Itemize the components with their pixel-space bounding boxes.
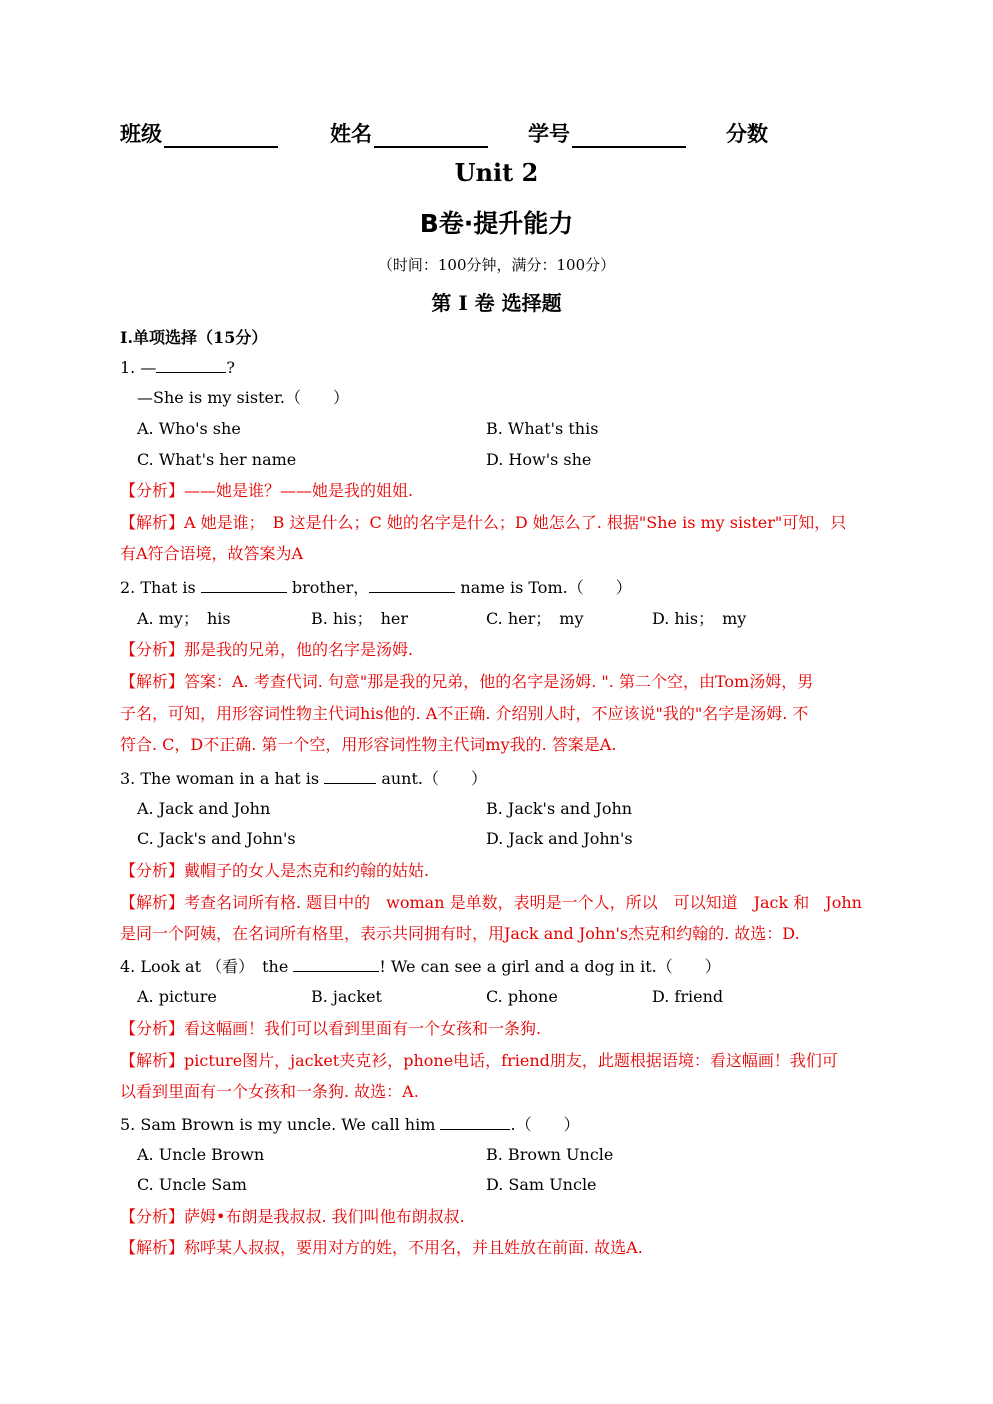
question-4-analysis: 【分析】看这幅画！我们可以看到里面有一个女孩和一条狗. <box>120 1019 542 1038</box>
question-3-option-b: B. Jack's and John <box>486 799 633 818</box>
question-1-text-end: ? <box>226 358 235 377</box>
student-info-header <box>120 118 880 150</box>
question-3-stem <box>120 767 487 790</box>
question-4-explanation-line-1: 【解析】picture图片，jacket夹克衫，phone电话，friend朋友，此题根据语境：看这幅画！我们可 <box>120 1051 838 1070</box>
question-3-explanation-line-1: 【解析】考查名词所有格. 题目中的 woman 是单数，表明是一个人，所以 可以知道 Jack 和 John <box>120 893 862 912</box>
question-3-analysis: 【分析】戴帽子的女人是杰克和约翰的姑姑. <box>120 861 430 880</box>
question-3-text-end: aunt.（ ） <box>381 769 487 788</box>
question-5-stem <box>120 1113 580 1136</box>
question-4-explanation-line-2: 以看到里面有一个女孩和一条狗. 故选：A. <box>120 1082 419 1101</box>
question-5-option-b: B. Brown Uncle <box>486 1145 614 1164</box>
question-2-option-a: A. my； his <box>137 609 231 628</box>
question-1-text: 1. — <box>120 358 157 377</box>
question-5-text-end: .（ ） <box>510 1115 580 1134</box>
question-2-text-end: name is Tom.（ ） <box>460 578 632 597</box>
question-4-text-end: ! We can see a girl and a dog in it.（ ） <box>379 957 721 976</box>
question-2-explanation-line-2: 子名，可知，用形容词性物主代词his他的. A不正确. 介绍别人时，不应该说"我的"名字是汤姆. 不 <box>120 704 809 723</box>
page-subtitle: B卷·提升能力 <box>419 209 574 238</box>
question-4-option-a: A. picture <box>137 987 217 1006</box>
answer-blank[interactable] <box>201 576 287 593</box>
question-4-text: 4. Look at （看） the <box>120 957 289 976</box>
answer-blank[interactable] <box>369 576 455 593</box>
question-3-explanation-line-2: 是同一个阿姨，在名词所有格里，表示共同拥有时，用Jack and John's杰克和约翰的. 故选：D. <box>120 924 800 943</box>
question-5-analysis: 【分析】萨姆•布朗是我叔叔. 我们叫他布朗叔叔. <box>120 1207 465 1226</box>
section-title: 第 I 卷 选择题 <box>431 291 562 315</box>
question-2-text-mid: brother， <box>291 578 370 597</box>
time-note: （时间：100分钟，满分：100分） <box>377 256 616 274</box>
answer-blank[interactable] <box>293 955 379 972</box>
question-3-option-a: A. Jack and John <box>137 799 271 818</box>
question-2-option-b: B. his； her <box>311 609 408 628</box>
id-blank[interactable] <box>572 124 686 148</box>
name-blank[interactable] <box>374 124 488 148</box>
question-4-option-d: D. friend <box>652 987 724 1006</box>
name-label: 姓名 <box>330 122 372 146</box>
question-4-option-c: C. phone <box>486 987 558 1006</box>
class-label: 班级 <box>120 122 162 146</box>
question-2-option-d: D. his； my <box>652 609 747 628</box>
id-field <box>528 118 686 148</box>
class-field <box>120 118 278 148</box>
score-field <box>726 118 768 148</box>
question-2-text: 2. That is <box>120 578 196 597</box>
question-2-stem <box>120 576 632 599</box>
question-5-explanation-line-1: 【解析】称呼某人叔叔，要用对方的姓，不用名，并且姓放在前面. 故选A. <box>120 1238 643 1257</box>
page-title: Unit 2 <box>454 158 539 187</box>
question-2-explanation-line-3: 符合. C，D不正确. 第一个空，用形容词性物主代词my我的. 答案是A. <box>120 735 617 754</box>
answer-blank[interactable] <box>156 356 226 373</box>
question-2-option-c: C. her； my <box>486 609 584 628</box>
part-title: I.单项选择（15分） <box>120 328 268 347</box>
question-5-option-c: C. Uncle Sam <box>137 1175 247 1194</box>
question-1-explanation-line-2: 有A符合语境，故答案为A <box>120 544 304 563</box>
question-3-option-d: D. Jack and John's <box>486 829 633 848</box>
question-2-analysis: 【分析】那是我的兄弟，他的名字是汤姆. <box>120 640 414 659</box>
question-3-option-c: C. Jack's and John's <box>137 829 296 848</box>
question-4-stem <box>120 955 721 978</box>
question-5-option-a: A. Uncle Brown <box>137 1145 265 1164</box>
question-3-text: 3. The woman in a hat is <box>120 769 320 788</box>
question-1-option-b: B. What's this <box>486 419 599 438</box>
question-1-option-c: C. What's her name <box>137 450 297 469</box>
answer-blank[interactable] <box>440 1113 510 1130</box>
question-1-response: —She is my sister.（ ） <box>137 388 349 407</box>
class-blank[interactable] <box>164 124 278 148</box>
score-label: 分数 <box>726 122 768 146</box>
question-5-option-d: D. Sam Uncle <box>486 1175 597 1194</box>
name-field <box>330 118 488 148</box>
id-label: 学号 <box>528 122 570 146</box>
question-1-explanation-line-1: 【解析】A 她是谁； B 这是什么；C 她的名字是什么；D 她怎么了. 根据"She is my sister"可知，只 <box>120 513 847 532</box>
question-1-option-d: D. How's she <box>486 450 592 469</box>
question-5-text: 5. Sam Brown is my uncle. We call him <box>120 1115 436 1134</box>
answer-blank[interactable] <box>324 767 376 784</box>
question-2-explanation-line-1: 【解析】答案：A. 考查代词. 句意"那是我的兄弟，他的名字是汤姆. ". 第二个空，由Tom汤姆，男 <box>120 672 814 691</box>
question-1-option-a: A. Who's she <box>137 419 241 438</box>
question-1-analysis: 【分析】——她是谁？——她是我的姐姐. <box>120 481 414 500</box>
question-1-stem <box>120 356 235 379</box>
question-4-option-b: B. jacket <box>311 987 382 1006</box>
